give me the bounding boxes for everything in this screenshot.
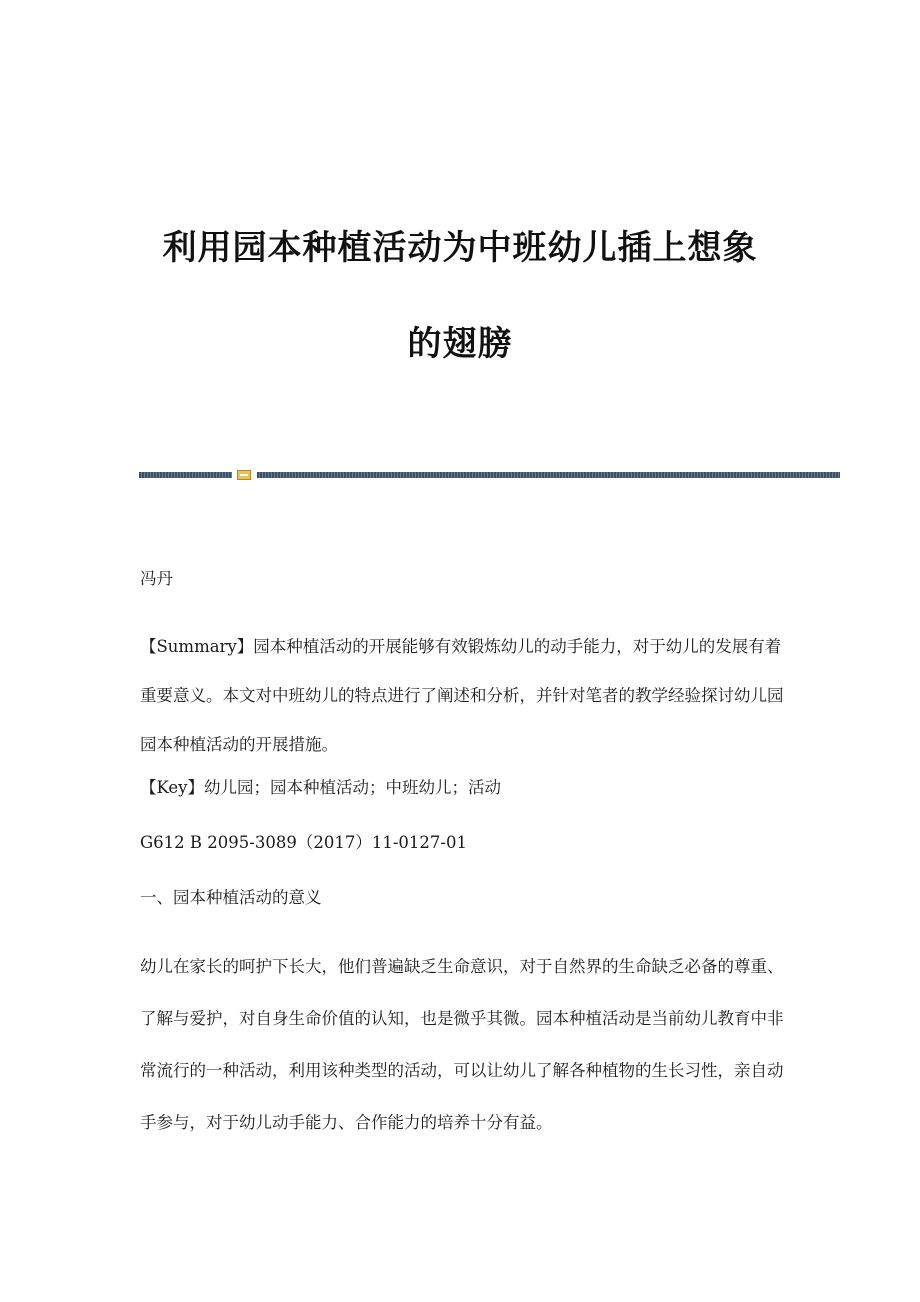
title-line-1: 利用园本种植活动为中班幼儿插上想象 (162, 228, 758, 268)
divider-right-segment (257, 472, 840, 478)
keywords-text: 幼儿园；园本种植活动；中班幼儿；活动 (203, 778, 501, 797)
classification-code: G612 B 2095-3089（2017）11-0127-01 (140, 833, 467, 852)
keywords-line (140, 775, 790, 801)
body-paragraph: 幼儿在家长的呵护下长大，他们普遍缺乏生命意识，对于自然界的生命缺乏必备的尊重、了解与爱护，对自身生命价值的认知，也是微乎其微。园本种植活动是当前幼儿教育中非常流行的一种活动，利用该种类型的活动，可以让幼儿了解各种植物的生长习性，亲自动手参与，对于幼儿动手能力、合作能力的培养十分有益。 (140, 957, 784, 1132)
title-divider (139, 470, 840, 480)
summary-text: 园本种植活动的开展能够有效锻炼幼儿的动手能力，对于幼儿的发展有着重要意义。本文对中班幼儿的特点进行了阐述和分析，并针对笔者的教学经验探讨幼儿园园本种植活动的开展措施。 (140, 637, 784, 754)
summary-paragraph (140, 622, 790, 769)
divider-left-segment (139, 472, 232, 478)
section-heading: 一、园本种植活动的意义 (140, 888, 322, 907)
author-name: 冯丹 (140, 569, 173, 588)
title-line-2: 的翅膀 (407, 324, 513, 364)
divider-ornament-icon (237, 470, 251, 480)
keywords-label: 【Key】 (140, 778, 204, 797)
summary-label: 【Summary】 (140, 637, 254, 656)
